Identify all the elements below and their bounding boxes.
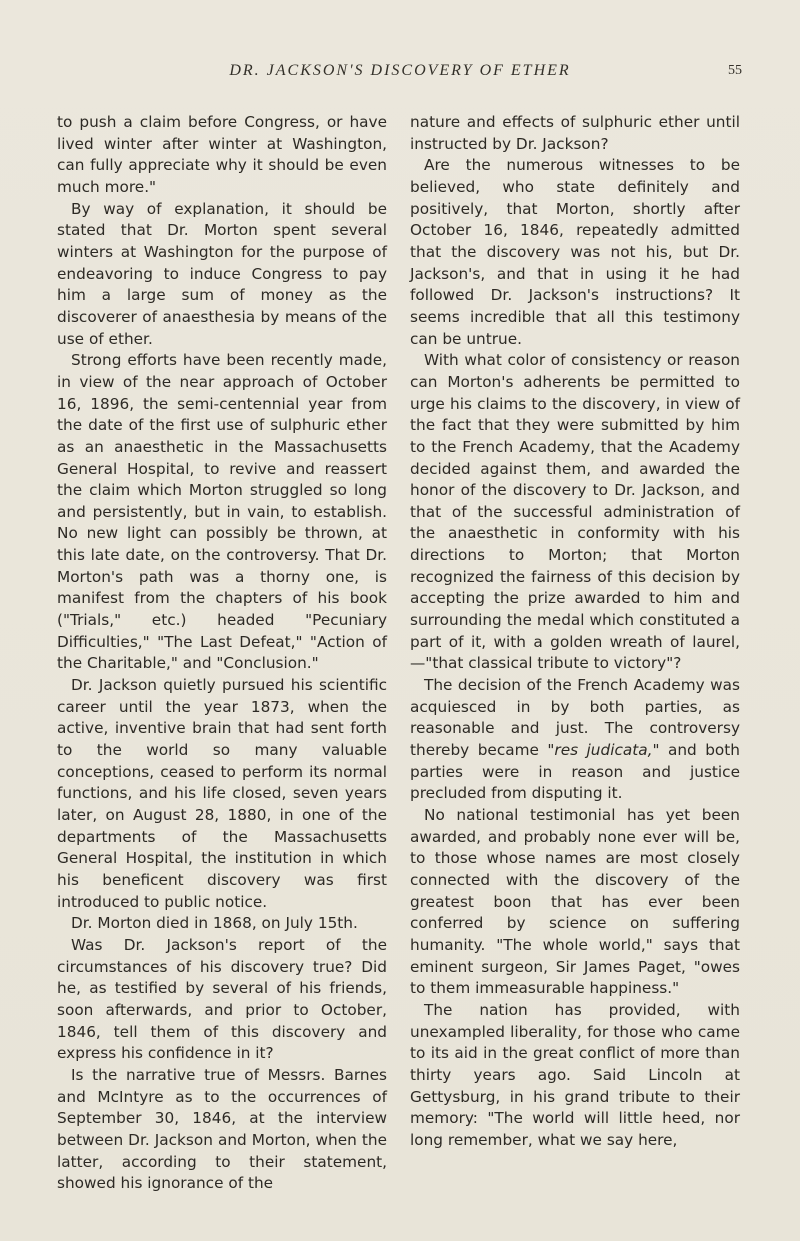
paragraph: The nation has provided, with unexampled liberality, for those who came to its aid in the great conflict of more than thirty years ago. Said Lincoln at Gettysburg, in his grand tribute to their memory: "The world will little heed, nor long remember, what we say here, [410,1000,740,1149]
paragraph: No national testimonial has yet been awarded, and probably none ever will be, to those whose names are most closely connected with the discovery of the greatest boon that has ever been conferred by science on suffering humanity. "The whole world," says that eminent surgeon, Sir James Paget, "owes to them immeasurable happiness." [410,806,740,998]
paragraph: Are the numerous witnesses to be believed, who state definitely and positively, that Morton, shortly after October 16, 1846, repeatedly admitted that the discovery was not his, but Dr. Jackson's, and that in using it he had followed Dr. Jackson's instructions? It seems incredible that all this testimony can be untrue. [410,156,740,348]
paragraph: Was Dr. Jackson's report of the circumstances of his discovery true? Did he, as testified by several of his friends, soon afterwards, and prior to October, 1846, tell them of this discovery and express his confidence in it? [57,935,387,1063]
italic-term: res judicata, [554,741,653,760]
paragraph: Strong efforts have been recently made, in view of the near approach of October 16, 1896, the semi-centennial year from the date of the first use of sulphuric ether as an anaesthetic in the Massachusetts General Hospital, to revive and reassert the claim which Morton struggled so long and persistently, but in vain, to establish. No new light can possibly be thrown, at this late date, on the controversy. That Dr. Morton's path was a thorny one, is manifest from the chapters of his book ("Trials," etc.) headed "Pecuniary Difficulties," "The Last Defeat," "Action of the Charitable," and "Conclusion." [57,351,387,673]
paragraph: nature and effects of sulphuric ether until instructed by Dr. Jackson? [410,113,740,153]
right-column [410,112,740,1152]
text-run: The decision of the French Academy was acquiesced in by both parties, as reasonable and just. The controversy thereby became " [410,676,740,760]
paragraph: Dr. Morton died in 1868, on July 15th. [71,914,358,933]
paragraph: Dr. Jackson quietly pursued his scientific career until the year 1873, when the active, inventive brain that had sent forth to the world so many valuable conceptions, ceased to perform its normal functions, and his life closed, seven years later, on August 28, 1880, in one of the departments of the Massachusetts General Hospital, the institution in which his beneficent discovery was first introduced to public notice. [57,676,387,911]
running-head: DR. JACKSON'S DISCOVERY OF ETHER [229,62,571,79]
paragraph: With what color of consistency or reason can Morton's adherents be permitted to urge his claims to the discovery, in view of the fact that they were submitted by him to the French Academy, that the Academy decided against them, and awarded the honor of the discovery to Dr. Jackson, and that of the successful administration of the anaesthetic in conformity with his directions to Morton; that Morton recognized the fairness of this decision by accepting the prize awarded to him and surrounding the medal which constituted a part of it, with a golden wreath of laurel,—"that classical tribute to victory"? [410,351,740,673]
page-number: 55 [728,63,742,78]
paragraph [410,675,740,805]
paragraph: Is the narrative true of Messrs. Barnes and McIntyre as to the occurrences of September 30, 1846, at the interview between Dr. Jackson and Morton, when the latter, according to their statement, showed his ignorance of the [57,1065,387,1193]
text-run: " and both parties were in reason and justice precluded from disputing it. [410,741,740,803]
paragraph: to push a claim before Congress, or have lived winter after winter at Washington, can fully appreciate why it should be even much more." [57,113,387,196]
left-column [57,112,387,1195]
paragraph: By way of explanation, it should be stated that Dr. Morton spent several winters at Washington for the purpose of endeavoring to induce Congress to pay him a large sum of money as the discoverer of anaesthesia by means of the use of ether. [57,199,387,348]
